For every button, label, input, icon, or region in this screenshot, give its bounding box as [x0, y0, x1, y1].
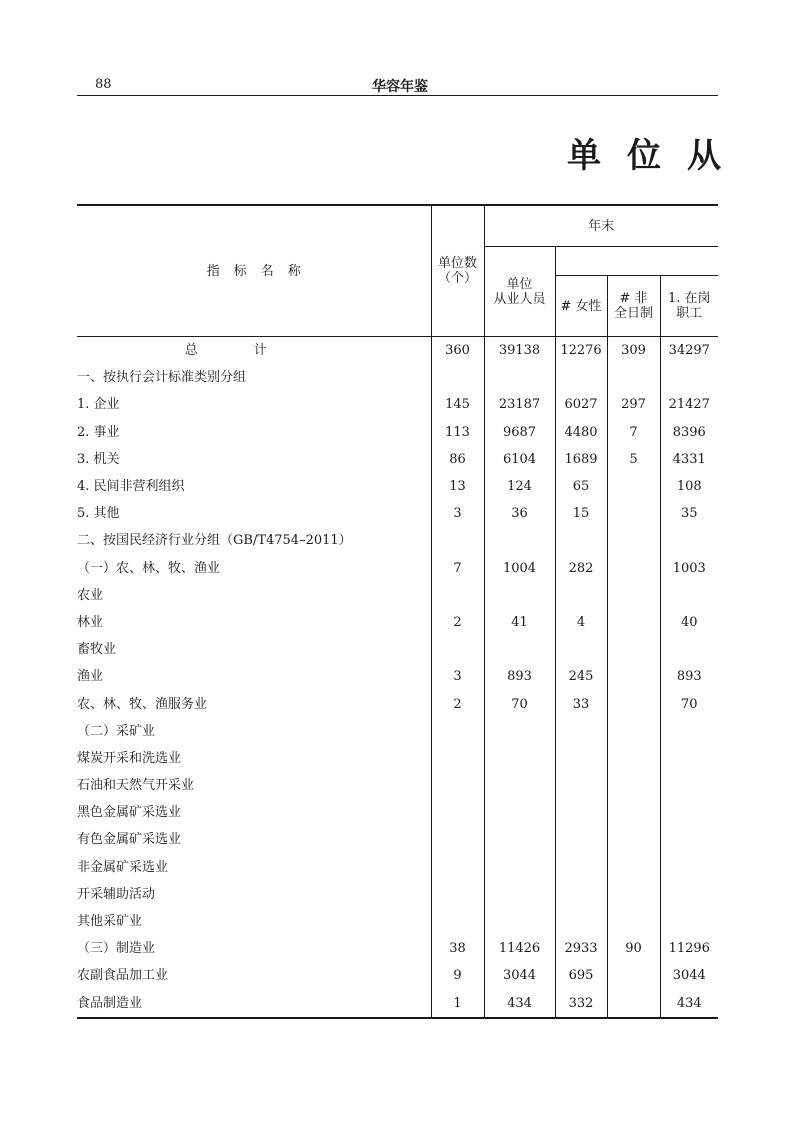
cell-on-post: 34297 [660, 337, 718, 365]
cell-employees [484, 799, 555, 826]
cell-female [555, 636, 607, 663]
cell-on-post [660, 364, 718, 391]
cell-on-post [660, 636, 718, 663]
cell-units [431, 854, 484, 881]
cell-units: 113 [445, 424, 470, 440]
cell-units: 38 [449, 941, 466, 957]
row-label: 煤炭开采和洗选业 [77, 745, 431, 772]
row-label: 农、林、牧、渔服务业 [77, 690, 431, 717]
row-label: 非金属矿采选业 [77, 854, 431, 881]
cell-part-time [607, 745, 660, 772]
table-row [77, 473, 718, 500]
row-label: 其他采矿业 [77, 908, 431, 935]
table-row [77, 908, 718, 935]
cell-employees: 9687 [484, 419, 555, 446]
row-label: （二）采矿业 [77, 718, 431, 745]
cell-employees [484, 527, 555, 554]
cell-part-time [607, 582, 660, 609]
cell-employees: 11426 [484, 935, 555, 962]
cell-employees [484, 881, 555, 908]
cell-on-post [660, 582, 718, 609]
cell-female [555, 799, 607, 826]
cell-part-time [607, 826, 660, 853]
cell-employees: 39138 [484, 337, 555, 365]
row-label: 一、按执行会计标准类别分组 [77, 364, 431, 391]
cell-units [431, 527, 484, 554]
cell-female [555, 527, 607, 554]
cell-female [555, 826, 607, 853]
cell-units: 1 [431, 990, 484, 1018]
cell-female: 4 [555, 609, 607, 636]
cell-units [431, 799, 484, 826]
cell-female [555, 854, 607, 881]
row-label: 有色金属矿采选业 [77, 826, 431, 853]
cell-part-time [607, 609, 660, 636]
cell-part-time [607, 799, 660, 826]
row-label: 农业 [77, 582, 431, 609]
row-label: （三）制造业 [77, 935, 431, 962]
cell-units: 3 [453, 506, 462, 522]
cell-part-time: 297 [607, 391, 660, 418]
cell-units: 2 [453, 696, 462, 712]
cell-employees [484, 636, 555, 663]
cell-on-post [660, 881, 718, 908]
cell-female: 282 [555, 555, 607, 582]
cell-part-time [607, 962, 660, 989]
cell-employees: 124 [484, 473, 555, 500]
cell-units: 3 [453, 669, 462, 685]
cell-employees: 1004 [484, 555, 555, 582]
header-female: # 女性 [555, 276, 607, 337]
cell-employees [484, 364, 555, 391]
cell-part-time [607, 772, 660, 799]
row-label: 二、按国民经济行业分组（GB/T4754–2011） [77, 527, 431, 554]
cell-part-time: 5 [607, 446, 660, 473]
cell-female [555, 745, 607, 772]
chapter-title: 单位从 [567, 136, 747, 176]
cell-employees: 36 [484, 500, 555, 527]
cell-employees: 41 [484, 609, 555, 636]
cell-on-post: 11296 [660, 935, 718, 962]
table-row [77, 854, 718, 881]
row-label: 1. 企业 [77, 391, 431, 418]
cell-on-post [660, 799, 718, 826]
cell-part-time [607, 636, 660, 663]
table-row [77, 772, 718, 799]
table-row [77, 718, 718, 745]
header-on-post-staff: 1. 在岗 职工 [660, 276, 718, 337]
cell-part-time [607, 881, 660, 908]
row-label: （一）农、林、牧、渔业 [77, 555, 431, 582]
cell-units: 7 [453, 560, 462, 576]
cell-units: 145 [445, 397, 470, 413]
cell-part-time [607, 990, 660, 1018]
cell-part-time [607, 908, 660, 935]
cell-employees [484, 908, 555, 935]
table-row [77, 799, 718, 826]
cell-part-time [607, 473, 660, 500]
cell-employees [484, 826, 555, 853]
table-row [77, 636, 718, 663]
table-row [77, 609, 718, 636]
cell-female: 695 [555, 962, 607, 989]
cell-part-time [607, 718, 660, 745]
cell-part-time: 7 [607, 419, 660, 446]
cell-on-post [660, 908, 718, 935]
row-label: 2. 事业 [77, 419, 431, 446]
cell-units: 9 [453, 968, 462, 984]
table-row-total [77, 337, 718, 365]
cell-part-time: 309 [607, 337, 660, 365]
cell-units [431, 364, 484, 391]
cell-female: 245 [555, 663, 607, 690]
cell-female [555, 881, 607, 908]
cell-on-post [660, 718, 718, 745]
cell-part-time: 90 [607, 935, 660, 962]
cell-units: 360 [445, 343, 470, 359]
table-row [77, 962, 718, 989]
cell-female: 1689 [555, 446, 607, 473]
table-row [77, 527, 718, 554]
cell-employees [484, 772, 555, 799]
cell-units [431, 908, 484, 935]
cell-female: 2933 [555, 935, 607, 962]
table-row [77, 419, 718, 446]
cell-units [431, 826, 484, 853]
cell-employees: 434 [484, 990, 555, 1018]
cell-on-post: 4331 [660, 446, 718, 473]
cell-on-post: 1003 [660, 555, 718, 582]
cell-part-time [607, 690, 660, 717]
cell-units [431, 582, 484, 609]
header-year-end-group: 年末 [484, 205, 718, 247]
cell-part-time [607, 364, 660, 391]
cell-on-post: 108 [660, 473, 718, 500]
table-row [77, 391, 718, 418]
cell-employees [484, 718, 555, 745]
cell-on-post: 21427 [660, 391, 718, 418]
cell-part-time [607, 555, 660, 582]
cell-employees: 6104 [484, 446, 555, 473]
cell-female: 15 [555, 500, 607, 527]
running-title: 华容年鉴 [372, 79, 428, 95]
cell-employees: 23187 [484, 391, 555, 418]
row-label: 石油和天然气开采业 [77, 772, 431, 799]
header-employees: 单位 从业人员 [484, 247, 555, 337]
cell-employees [484, 854, 555, 881]
cell-units: 13 [449, 479, 466, 495]
row-label: 4. 民间非营利组织 [77, 473, 431, 500]
cell-female: 6027 [555, 391, 607, 418]
cell-employees [484, 582, 555, 609]
cell-on-post [660, 854, 718, 881]
row-label: 畜牧业 [77, 636, 431, 663]
cell-on-post: 3044 [660, 962, 718, 989]
row-label: 黑色金属矿采选业 [77, 799, 431, 826]
row-label: 林业 [77, 609, 431, 636]
table-header [77, 205, 718, 337]
cell-employees: 893 [484, 663, 555, 690]
cell-on-post: 35 [660, 500, 718, 527]
table-row [77, 881, 718, 908]
cell-on-post [660, 745, 718, 772]
page-number: 88 [95, 77, 112, 92]
cell-female: 65 [555, 473, 607, 500]
header-rule [77, 95, 718, 96]
cell-female: 4480 [555, 419, 607, 446]
header-part-time: # 非 全日制 [607, 276, 660, 337]
cell-female [555, 772, 607, 799]
cell-employees: 70 [484, 690, 555, 717]
cell-female [555, 582, 607, 609]
cell-units [431, 636, 484, 663]
table-row [77, 500, 718, 527]
table-row [77, 990, 718, 1018]
cell-units [431, 718, 484, 745]
cell-employees [484, 745, 555, 772]
header-unit-count: 单位数 （个） [431, 205, 484, 337]
cell-part-time [607, 663, 660, 690]
cell-female: 33 [555, 690, 607, 717]
row-label: 总计 [77, 337, 431, 365]
cell-on-post [660, 527, 718, 554]
row-label: 农副食品加工业 [77, 962, 431, 989]
header-indicator-name: 指标名称 [77, 205, 431, 337]
cell-on-post: 40 [660, 609, 718, 636]
table-row [77, 935, 718, 962]
cell-on-post: 8396 [660, 419, 718, 446]
cell-on-post: 434 [660, 990, 718, 1018]
table-row [77, 826, 718, 853]
cell-on-post: 70 [660, 690, 718, 717]
row-label: 3. 机关 [77, 446, 431, 473]
cell-employees: 3044 [484, 962, 555, 989]
cell-units [431, 745, 484, 772]
row-label: 食品制造业 [77, 990, 431, 1018]
table-row [77, 555, 718, 582]
cell-female: 332 [555, 990, 607, 1018]
cell-on-post: 893 [660, 663, 718, 690]
cell-units [431, 881, 484, 908]
table-row [77, 663, 718, 690]
cell-part-time [607, 500, 660, 527]
cell-female [555, 364, 607, 391]
cell-on-post [660, 772, 718, 799]
table-row [77, 446, 718, 473]
cell-part-time [607, 854, 660, 881]
row-label: 渔业 [77, 663, 431, 690]
table-row [77, 745, 718, 772]
table-row [77, 364, 718, 391]
statistics-table [77, 204, 718, 1019]
cell-on-post [660, 826, 718, 853]
cell-units: 2 [453, 614, 462, 630]
cell-units [431, 772, 484, 799]
table-row [77, 690, 718, 717]
table-row [77, 582, 718, 609]
cell-units: 86 [449, 451, 466, 467]
row-label: 5. 其他 [77, 500, 431, 527]
cell-part-time [607, 527, 660, 554]
cell-female [555, 908, 607, 935]
cell-female: 12276 [555, 337, 607, 365]
row-label: 开采辅助活动 [77, 881, 431, 908]
cell-female [555, 718, 607, 745]
